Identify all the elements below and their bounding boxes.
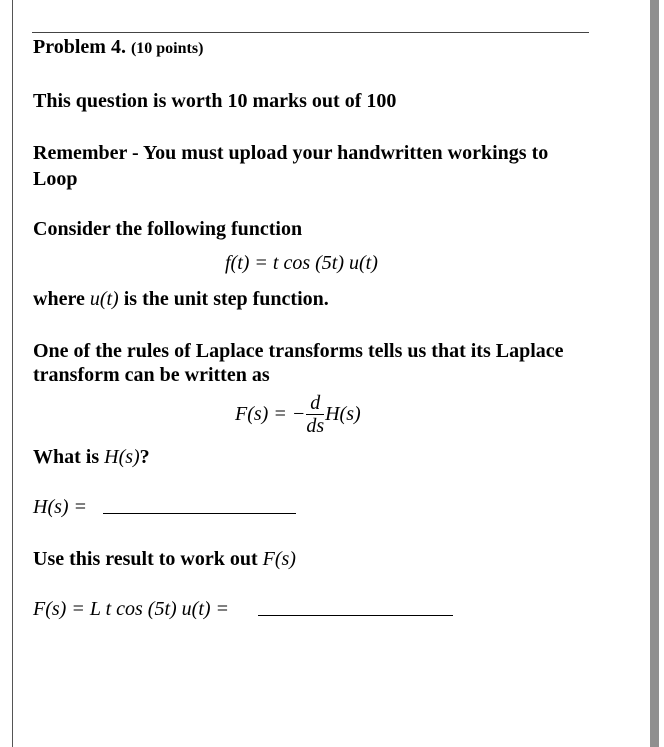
consider-text: Consider the following function bbox=[33, 218, 303, 240]
use-result-symbol: F(s) bbox=[262, 548, 296, 570]
worth-text: This question is worth 10 marks out of 100 bbox=[33, 90, 397, 112]
function-equation: f(t) = t cos (5t) u(t) bbox=[225, 252, 378, 274]
h-answer-blank[interactable] bbox=[103, 513, 296, 514]
laplace-lhs: F(s) = − bbox=[235, 403, 306, 425]
laplace-rhs: H(s) bbox=[325, 403, 361, 425]
where-suffix: is the unit step function. bbox=[123, 288, 329, 310]
remember-line-2: Loop bbox=[33, 168, 78, 190]
top-divider bbox=[32, 32, 589, 33]
use-result-prefix: Use this result to work out bbox=[33, 548, 258, 570]
problem-heading bbox=[33, 34, 203, 62]
rule-line-2: transform can be written as bbox=[33, 364, 270, 386]
left-page-edge bbox=[12, 0, 13, 747]
fraction-numerator: d bbox=[306, 392, 324, 415]
question-suffix: ? bbox=[139, 446, 150, 468]
h-answer-label: H(s) = bbox=[33, 496, 88, 518]
rule-line-1: One of the rules of Laplace transforms tells us that its Laplace bbox=[33, 340, 564, 362]
unit-step-symbol: u(t) bbox=[89, 288, 119, 310]
laplace-equation bbox=[235, 392, 361, 437]
scrollbar[interactable] bbox=[650, 0, 659, 747]
question-prefix: What is bbox=[33, 446, 100, 468]
where-prefix: where bbox=[33, 288, 85, 310]
remember-line-1: Remember - You must upload your handwritten workings to bbox=[33, 142, 549, 164]
question-symbol: H(s) bbox=[104, 446, 140, 468]
problem-title: Problem 4. bbox=[33, 36, 126, 58]
question-text bbox=[33, 444, 150, 470]
where-text bbox=[33, 286, 329, 312]
f-answer-label: F(s) = L t cos (5t) u(t) = bbox=[33, 598, 230, 620]
f-answer-blank[interactable] bbox=[258, 615, 453, 616]
problem-points: (10 points) bbox=[130, 40, 204, 57]
fraction-denominator: ds bbox=[306, 415, 325, 437]
derivative-fraction bbox=[306, 392, 324, 437]
use-result-text bbox=[33, 546, 296, 572]
